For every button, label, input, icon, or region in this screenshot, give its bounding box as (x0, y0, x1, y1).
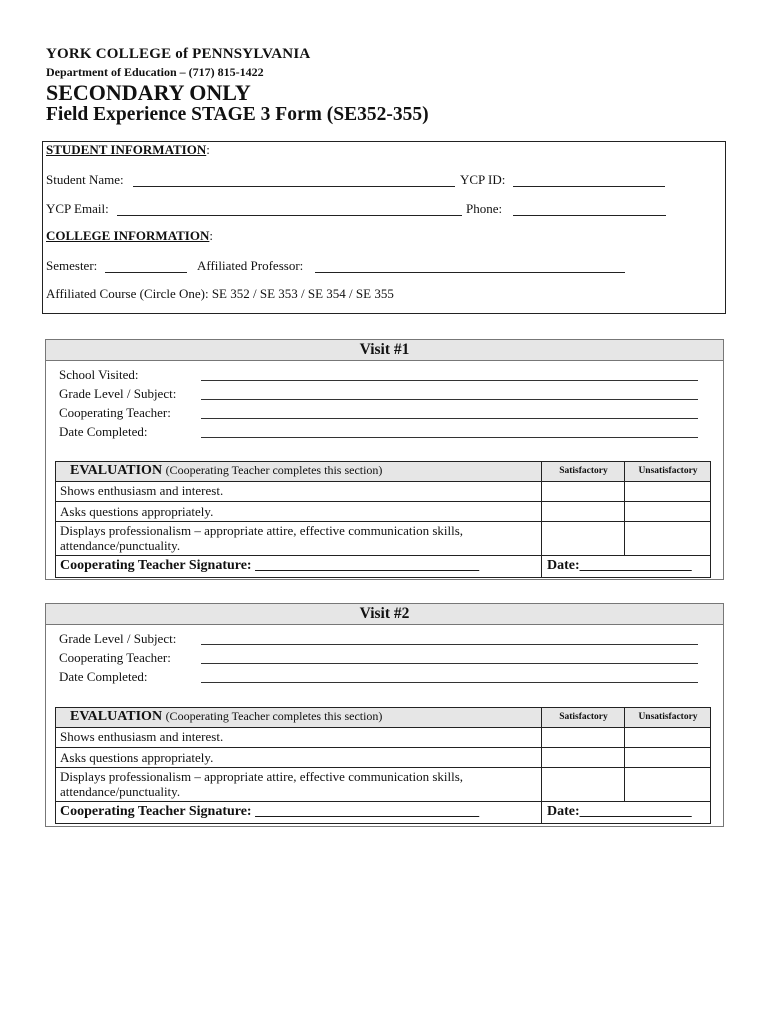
visit-1-label-teacher: Cooperating Teacher: (59, 405, 171, 420)
visit-2-section (45, 603, 724, 827)
student-college-info-box (42, 141, 726, 314)
phone-label: Phone: (466, 201, 503, 216)
visit-1-field-grade[interactable] (201, 399, 698, 400)
evaluation-heading: EVALUATION (Cooperating Teacher completes this section) (70, 463, 383, 478)
unsatisfactory-cell[interactable] (624, 481, 711, 501)
form-title: Field Experience STAGE 3 Form (SE352-355) (46, 104, 429, 125)
col-unsatisfactory-label: Unsatisfactory (638, 712, 698, 722)
criterion-professionalism: Displays professionalism – appropriate attire, effective communication skills, attendance/punctuality. (60, 523, 464, 553)
criterion-enthusiasm: Shows enthusiasm and interest. (60, 483, 224, 498)
college-name: YORK COLLEGE of PENNSYLVANIA (46, 46, 311, 62)
satisfactory-cell[interactable] (541, 481, 625, 501)
visit-2-label-teacher: Cooperating Teacher: (59, 650, 171, 665)
satisfactory-cell[interactable] (541, 522, 625, 555)
semester-label: Semester: (46, 258, 98, 273)
phone-field[interactable] (513, 215, 666, 216)
visit-2-title: Visit #2 (46, 604, 723, 625)
professor-label: Affiliated Professor: (197, 258, 304, 273)
professor-field[interactable] (315, 272, 625, 273)
col-satisfactory-label: Satisfactory (559, 712, 608, 722)
date-divider (541, 556, 542, 578)
visit-1-field-date[interactable] (201, 437, 698, 438)
visit-2-field-date[interactable] (201, 682, 698, 683)
semester-field[interactable] (105, 272, 187, 273)
visit-2-evaluation-table (55, 707, 711, 824)
ycp-email-field[interactable] (117, 215, 462, 216)
department-line: Department of Education – (717) 815-1422 (46, 65, 264, 79)
signature-date[interactable]: Date:________________ (547, 804, 692, 819)
satisfactory-cell[interactable] (541, 727, 625, 747)
cooperating-teacher-signature[interactable]: Cooperating Teacher Signature: ________________________________ (60, 558, 480, 573)
visit-2-label-grade: Grade Level / Subject: (59, 631, 177, 646)
col-unsatisfactory (624, 462, 711, 481)
criterion-questions: Asks questions appropriately. (60, 750, 214, 765)
criterion-questions: Asks questions appropriately. (60, 504, 214, 519)
col-satisfactory (541, 462, 625, 481)
satisfactory-cell[interactable] (541, 502, 625, 521)
course-label: Affiliated Course (Circle One): SE 352 / SE 353 / SE 354 / SE 355 (46, 286, 394, 301)
cooperating-teacher-signature[interactable]: Cooperating Teacher Signature: ________________________________ (60, 804, 480, 819)
evaluation-header-row (56, 462, 710, 482)
ycp-id-label: YCP ID: (460, 172, 506, 187)
ycp-id-field[interactable] (513, 186, 665, 187)
col-unsatisfactory-label: Unsatisfactory (638, 466, 698, 476)
unsatisfactory-cell[interactable] (624, 768, 711, 801)
visit-1-field-teacher[interactable] (201, 418, 698, 419)
visit-1-evaluation-table (55, 461, 711, 578)
signature-date[interactable]: Date:________________ (547, 558, 692, 573)
visit-1-title: Visit #1 (46, 340, 723, 361)
ycp-email-label: YCP Email: (46, 201, 109, 216)
satisfactory-cell[interactable] (541, 748, 625, 767)
satisfactory-cell[interactable] (541, 768, 625, 801)
col-satisfactory (541, 708, 625, 727)
table-row (56, 748, 710, 768)
table-row (56, 481, 710, 502)
table-row (56, 522, 710, 556)
table-row (56, 768, 710, 802)
unsatisfactory-cell[interactable] (624, 727, 711, 747)
unsatisfactory-cell[interactable] (624, 748, 711, 767)
student-name-field[interactable] (133, 186, 455, 187)
college-info-heading: COLLEGE INFORMATION: (46, 228, 213, 243)
criterion-professionalism: Displays professionalism – appropriate attire, effective communication skills, attendance/punctuality. (60, 769, 464, 799)
table-row (56, 727, 710, 748)
unsatisfactory-cell[interactable] (624, 502, 711, 521)
date-divider (541, 802, 542, 824)
visit-1-label-grade: Grade Level / Subject: (59, 386, 177, 401)
visit-1-label-date: Date Completed: (59, 424, 148, 439)
visit-2-field-teacher[interactable] (201, 663, 698, 664)
col-unsatisfactory (624, 708, 711, 727)
student-info-heading: STUDENT INFORMATION: (46, 142, 210, 157)
form-title-secondary: SECONDARY ONLY (46, 80, 251, 105)
visit-1-label-school: School Visited: (59, 367, 139, 382)
student-name-label: Student Name: (46, 172, 124, 187)
visit-2-label-date: Date Completed: (59, 669, 148, 684)
visit-1-field-school[interactable] (201, 380, 698, 381)
visit-1-section (45, 339, 724, 580)
criterion-enthusiasm: Shows enthusiasm and interest. (60, 729, 224, 744)
unsatisfactory-cell[interactable] (624, 522, 711, 555)
visit-2-field-grade[interactable] (201, 644, 698, 645)
evaluation-header-row (56, 708, 710, 728)
col-satisfactory-label: Satisfactory (559, 466, 608, 476)
table-row (56, 502, 710, 522)
evaluation-heading: EVALUATION (Cooperating Teacher completes this section) (70, 709, 383, 724)
